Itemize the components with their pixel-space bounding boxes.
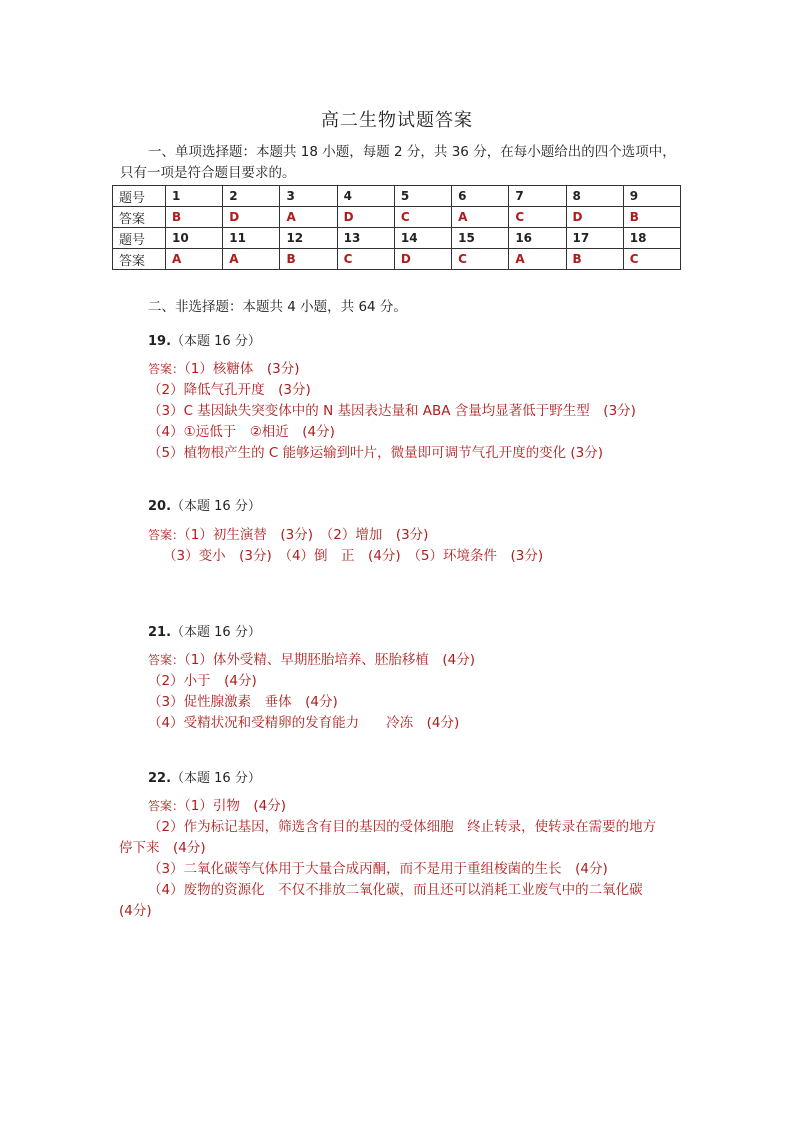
question-21-heading bbox=[148, 621, 261, 640]
answer-letter: B bbox=[280, 249, 337, 270]
answer-letter: D bbox=[337, 207, 394, 228]
answer-text: （1）体外受精、早期胚胎培养、胚胎移植 (4分) bbox=[184, 652, 475, 668]
question-number: 11 bbox=[223, 228, 280, 249]
answer-text: （1）引物 (4分) bbox=[184, 798, 286, 814]
q19-answer-line-5: （5）植物根产生的 C 能够运输到叶片，微量即可调节气孔开度的变化 (3分) bbox=[148, 445, 604, 461]
answer-letter: A bbox=[452, 207, 509, 228]
table-row-num-1 bbox=[113, 186, 681, 207]
table-row-answer-1 bbox=[113, 207, 681, 228]
answer-text: （1）核糖体 (3分) bbox=[184, 361, 300, 377]
row-label: 题号 bbox=[113, 186, 166, 207]
q21-answer-line-3: （3）促性腺激素 垂体 (4分) bbox=[148, 694, 338, 710]
question-19-heading bbox=[148, 330, 261, 349]
answer-letter: C bbox=[509, 207, 566, 228]
table-row-num-2 bbox=[113, 228, 681, 249]
page-title: 高二生物试题答案 bbox=[321, 110, 473, 131]
q20-answer-line-1 bbox=[148, 525, 428, 546]
table-row-answer-2 bbox=[113, 249, 681, 270]
row-label: 题号 bbox=[113, 228, 166, 249]
question-number: 9 bbox=[623, 186, 680, 207]
question-number: 2 bbox=[223, 186, 280, 207]
question-score: （本题 16 分） bbox=[171, 334, 261, 349]
answer-letter: C bbox=[623, 249, 680, 270]
answer-letter: A bbox=[223, 249, 280, 270]
answer-label: 答案： bbox=[148, 528, 185, 542]
question-number: 21. bbox=[148, 625, 172, 640]
question-number: 20. bbox=[148, 499, 172, 514]
q22-answer-line-6: (4分) bbox=[119, 903, 152, 919]
answer-text: （1）初生演替 (3分) （2）增加 (3分) bbox=[184, 527, 429, 543]
section2-heading: 二、非选择题：本题共 4 小题，共 64 分。 bbox=[148, 299, 407, 315]
question-22-heading bbox=[148, 767, 261, 786]
question-number: 18 bbox=[623, 228, 680, 249]
row-label: 答案 bbox=[113, 207, 166, 228]
answer-letter: C bbox=[394, 207, 451, 228]
q19-answer-line-3: （3）C 基因缺失突变体中的 N 基因表达量和 ABA 含量均显著低于野生型 (3分) bbox=[148, 403, 636, 419]
section1-intro-line2: 只有一项是符合题目要求的。 bbox=[120, 165, 296, 181]
answer-letter: D bbox=[566, 207, 623, 228]
question-number: 19. bbox=[148, 334, 172, 349]
q21-answer-line-1 bbox=[148, 650, 475, 671]
q19-answer-line-1 bbox=[148, 359, 299, 380]
answer-label: 答案： bbox=[148, 362, 185, 376]
question-score: （本题 16 分） bbox=[171, 771, 261, 786]
answer-label: 答案： bbox=[148, 653, 185, 667]
question-number: 15 bbox=[452, 228, 509, 249]
row-label: 答案 bbox=[113, 249, 166, 270]
question-number: 1 bbox=[166, 186, 223, 207]
answer-letter: A bbox=[509, 249, 566, 270]
q20-answer-line-2: （3）变小 (3分) （4）倒 正 (4分) （5）环境条件 (3分) bbox=[163, 548, 544, 564]
question-score: （本题 16 分） bbox=[171, 499, 261, 514]
answer-label: 答案： bbox=[148, 799, 185, 813]
question-number: 7 bbox=[509, 186, 566, 207]
question-number: 22. bbox=[148, 771, 172, 786]
question-number: 10 bbox=[166, 228, 223, 249]
q22-answer-line-2: （2）作为标记基因，筛选含有目的基因的受体细胞 终止转录，使转录在需要的地方 bbox=[148, 819, 657, 835]
answer-table bbox=[112, 185, 681, 270]
answer-letter: A bbox=[280, 207, 337, 228]
question-number: 13 bbox=[337, 228, 394, 249]
q21-answer-line-2: （2）小于 (4分) bbox=[148, 673, 257, 689]
question-number: 6 bbox=[452, 186, 509, 207]
question-number: 14 bbox=[394, 228, 451, 249]
question-number: 8 bbox=[566, 186, 623, 207]
answer-letter: A bbox=[166, 249, 223, 270]
q22-answer-line-3: 停下来 (4分) bbox=[119, 840, 206, 856]
question-number: 5 bbox=[394, 186, 451, 207]
q22-answer-line-5: （4）废物的资源化 不仅不排放二氧化碳，而且还可以消耗工业废气中的二氧化碳 bbox=[148, 882, 643, 898]
answer-letter: D bbox=[223, 207, 280, 228]
question-number: 3 bbox=[280, 186, 337, 207]
answer-letter: B bbox=[566, 249, 623, 270]
answer-letter: B bbox=[623, 207, 680, 228]
q22-answer-line-1 bbox=[148, 796, 286, 817]
answer-letter: D bbox=[394, 249, 451, 270]
answer-letter: C bbox=[337, 249, 394, 270]
answer-letter: B bbox=[166, 207, 223, 228]
question-score: （本题 16 分） bbox=[171, 625, 261, 640]
q22-answer-line-4: （3）二氧化碳等气体用于大量合成丙酮，而不是用于重组梭菌的生长 (4分) bbox=[148, 861, 608, 877]
q19-answer-line-2: （2）降低气孔开度 (3分) bbox=[148, 382, 311, 398]
q19-answer-line-4: （4）①远低于 ②相近 (4分) bbox=[148, 424, 335, 440]
question-number: 4 bbox=[337, 186, 394, 207]
question-number: 17 bbox=[566, 228, 623, 249]
question-number: 16 bbox=[509, 228, 566, 249]
section1-intro-line1: 一、单项选择题：本题共 18 小题，每题 2 分，共 36 分，在每小题给出的四个选项中， bbox=[148, 144, 676, 160]
question-20-heading bbox=[148, 495, 261, 514]
answer-letter: C bbox=[452, 249, 509, 270]
question-number: 12 bbox=[280, 228, 337, 249]
q21-answer-line-4: （4）受精状况和受精卵的发育能力 冷冻 (4分) bbox=[148, 715, 460, 731]
